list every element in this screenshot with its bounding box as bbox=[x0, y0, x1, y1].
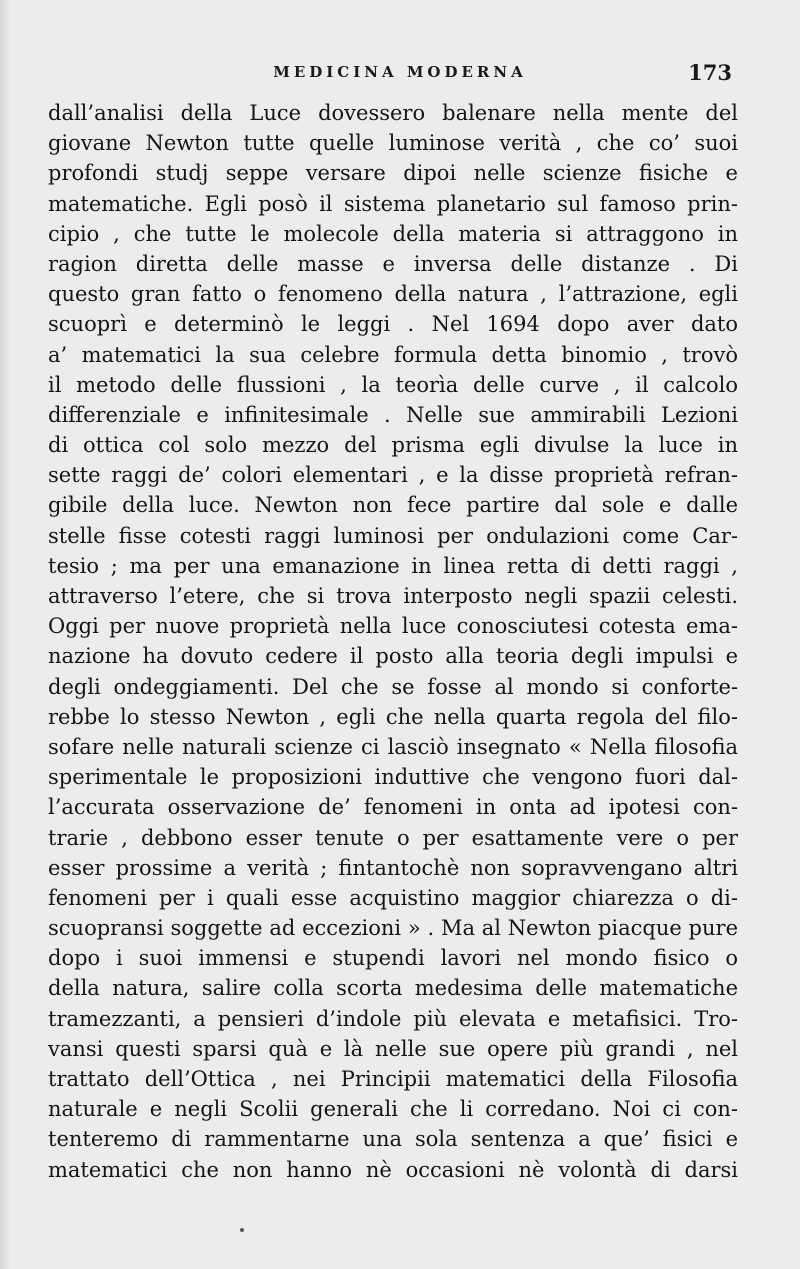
text-line: matematici che non hanno nè occasioni nè volontà di darsi bbox=[48, 1157, 738, 1182]
text-line: degli ondeggiamenti. Del che se fosse al mondo si conforte- bbox=[48, 674, 738, 699]
text-line: Oggi per nuove proprietà nella luce conosciutesi cotesta ema- bbox=[48, 614, 738, 639]
text-line: tenteremo di rammentarne una sola sentenza a que’ fisici e bbox=[48, 1127, 738, 1152]
text-line: sofare nelle naturali scienze ci lasciò insegnato « Nella filosofia bbox=[48, 734, 738, 759]
text-line: giovane Newton tutte quelle luminose verità , che co’ suoi bbox=[48, 131, 738, 156]
text-line: tesio ; ma per una emanazione in linea retta di detti raggi , bbox=[48, 553, 738, 578]
text-line: il metodo delle flussioni , la teorìa delle curve , il calcolo bbox=[48, 372, 738, 397]
text-line: fenomeni per i quali esse acquistino maggior chiarezza o di- bbox=[48, 885, 738, 910]
text-line: vansi questi sparsi quà e là nelle sue opere più grandi , nel bbox=[48, 1036, 738, 1061]
text-line: trattato dell’Ottica , nei Principii matematici della Filosofia bbox=[48, 1067, 738, 1091]
running-header: MEDICINA MODERNA bbox=[273, 63, 527, 81]
page-number: 173 bbox=[688, 60, 732, 85]
text-line: trarie , debbono esser tenute o per esattamente vere o per bbox=[48, 825, 738, 850]
text-line: rebbe lo stesso Newton , egli che nella quarta regola del filo- bbox=[48, 704, 738, 729]
text-line: ragion diretta delle masse e inversa delle distanze . Di bbox=[48, 251, 738, 276]
text-line: l’accurata osservazione de’ fenomeni in onta ad ipotesi con- bbox=[48, 795, 738, 820]
text-line: cipio , che tutte le molecole della materia si attraggono in bbox=[48, 221, 738, 246]
text-line: differenziale e infinitesimale . Nelle sue ammirabili Lezioni bbox=[48, 402, 738, 427]
text-line: di ottica col solo mezzo del prisma egli divulse la luce in bbox=[48, 433, 738, 458]
text-line: dall’analisi della Luce dovessero balenare nella mente del bbox=[48, 101, 738, 125]
text-line: matematiche. Egli posò il sistema planetario sul famoso prin- bbox=[48, 191, 738, 216]
text-line: della natura, salire colla scorta medesima delle matematiche bbox=[48, 976, 738, 1001]
text-line: stelle fisse cotesti raggi luminosi per ondulazioni come Car- bbox=[48, 523, 738, 548]
ink-speck bbox=[240, 1228, 244, 1232]
text-line: dopo i suoi immensi e stupendi lavori nel mondo fisico o bbox=[48, 946, 738, 971]
text-line: a’ matematici la sua celebre formula detta binomio , trovò bbox=[48, 342, 738, 367]
text-line: sperimentale le proposizioni induttive che vengono fuori dal- bbox=[48, 765, 738, 790]
text-line: gibile della luce. Newton non fece partire dal sole e dalle bbox=[48, 493, 738, 518]
text-line: esser prossime a verità ; fintantochè non sopravvengano altri bbox=[48, 855, 738, 880]
text-line: scuoprì e determinò le leggi . Nel 1694 dopo aver dato bbox=[48, 312, 738, 337]
text-line: tramezzanti, a pensieri d’indole più elevata e metafisici. Tro- bbox=[48, 1006, 738, 1031]
text-line: nazione ha dovuto cedere il posto alla teoria degli impulsi e bbox=[48, 644, 738, 669]
text-line: profondi studj seppe versare dipoi nelle scienze fisiche e bbox=[48, 161, 738, 186]
text-line: scuopransi soggette ad eccezioni » . Ma al Newton piacque pure bbox=[48, 916, 738, 941]
text-line: attraverso l’etere, che si trova interposto negli spazii celesti. bbox=[48, 584, 738, 608]
body-text bbox=[48, 98, 738, 1185]
text-line: naturale e negli Scolii generali che li corredano. Noi ci con- bbox=[48, 1097, 738, 1122]
text-line: sette raggi de’ colori elementari , e la disse proprietà refran- bbox=[48, 463, 738, 488]
text-line: questo gran fatto o fenomeno della natura , l’attrazione, egli bbox=[48, 282, 738, 307]
